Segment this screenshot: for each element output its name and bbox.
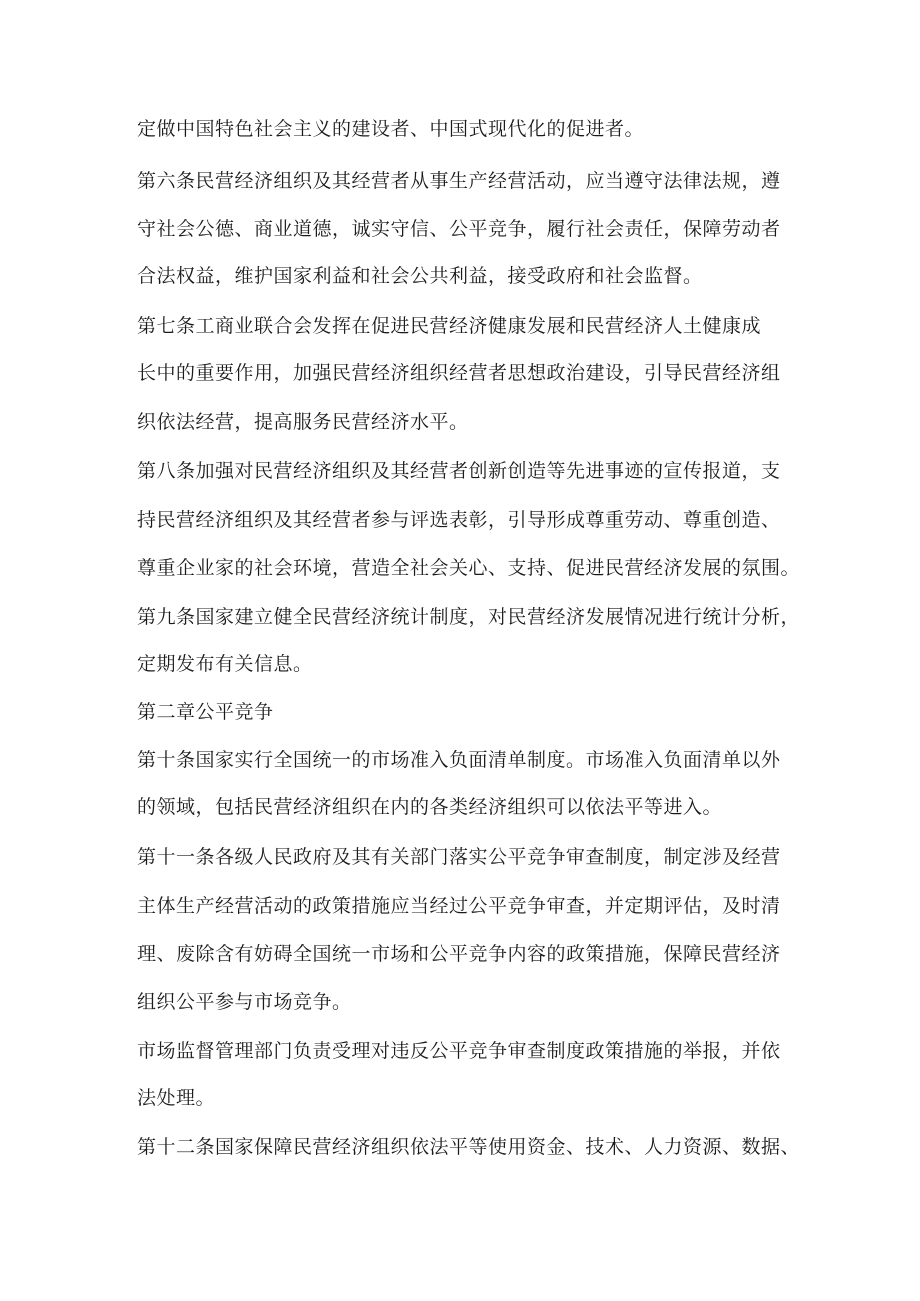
text-line: 组织公平参与市场竞争。	[137, 991, 352, 1013]
text-line: 第十二条国家保障民营经济组织依法平等使用资金、技术、人力资源、数据、	[137, 1136, 801, 1158]
text-line: 持民营经济组织及其经营者参与评选表彰，引导形成尊重劳动、尊重创造、	[137, 509, 781, 531]
text-line: 尊重企业家的社会环境，营造全社会关心、支持、促进民营经济发展的氛围。	[137, 557, 801, 579]
text-line: 市场监督管理部门负责受理对违反公平竞争审查制度政策措施的举报，并依	[137, 1040, 781, 1062]
text-line: 第九条国家建立健全民营经济统计制度，对民营经济发展情况进行统计分析，	[137, 606, 801, 628]
text-line: 第十一条各级人民政府及其有关部门落实公平竞争审查制度，制定涉及经营	[137, 846, 781, 868]
text-line: 定期发布有关信息。	[137, 653, 313, 675]
chapter-heading: 第二章公平竞争	[137, 701, 274, 723]
text-line: 长中的重要作用，加强民营经济组织经营者思想政治建设，引导民营经济组	[137, 362, 781, 384]
text-line: 法处理。	[137, 1087, 216, 1109]
text-line: 第八条加强对民营经济组织及其经营者创新创造等先进事迹的宣传报道，支	[137, 460, 781, 482]
text-line: 第七条工商业联合会发挥在促进民营经济健康发展和民营经济人土健康成	[137, 315, 762, 337]
text-line: 主体生产经营活动的政策措施应当经过公平竞争审查，并定期评估，及时清	[137, 895, 781, 917]
text-line: 守社会公德、商业道德，诚实守信、公平竞争，履行社会责任，保障劳动者	[137, 218, 781, 240]
text-line: 的领域，包括民营经济组织在内的各类经济组织可以依法平等进入。	[137, 796, 723, 818]
text-line: 织依法经营，提高服务民营经济水平。	[137, 411, 469, 433]
text-line: 定做中国特色社会主义的建设者、中国式现代化的促进者。	[137, 118, 645, 140]
text-line: 理、废除含有妨碍全国统一市场和公平竞争内容的政策措施，保障民营经济	[137, 943, 781, 965]
text-line: 第六条民营经济组织及其经营者从事生产经营活动，应当遵守法律法规，遵	[137, 170, 781, 192]
text-line: 合法权益，维护国家利益和社会公共利益，接受政府和社会监督。	[137, 265, 703, 287]
text-line: 第十条国家实行全国统一的市场准入负面清单制度。市场准入负面清单以外	[137, 749, 781, 771]
